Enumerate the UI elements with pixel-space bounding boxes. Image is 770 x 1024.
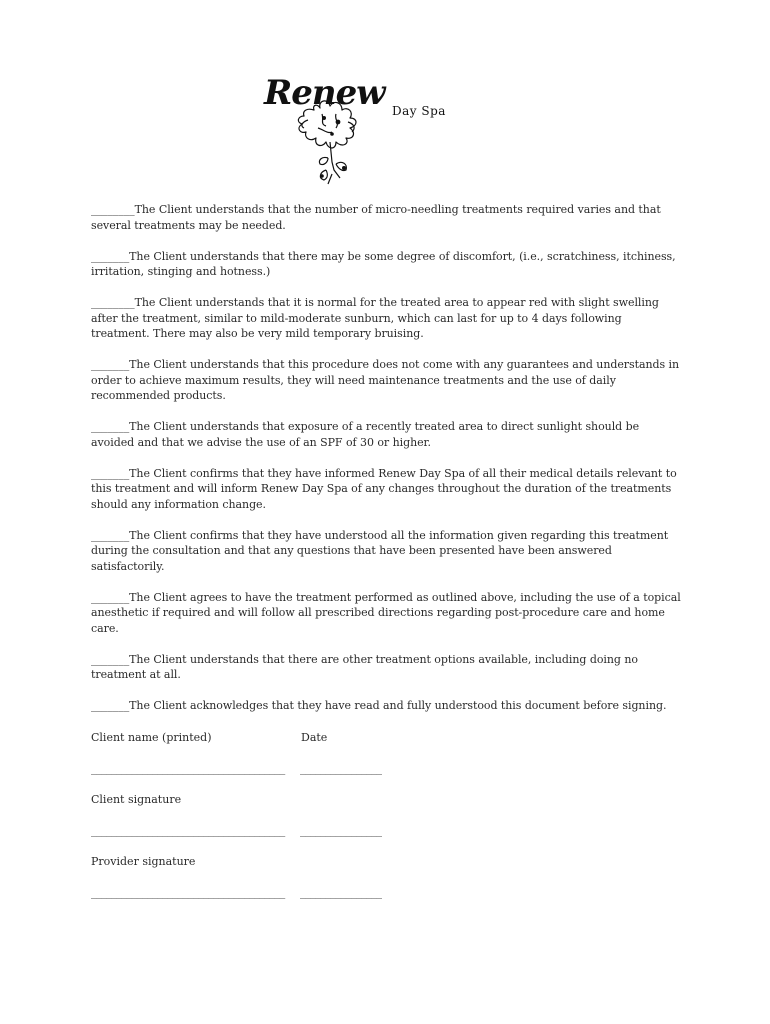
consent-statement: _______The Client acknowledges that they have read and fully understood this document before signing. (91, 699, 667, 712)
logo-name: Renew (264, 73, 385, 113)
client-name-label: Client name (printed) (91, 731, 212, 744)
client-signature-line[interactable]: ______________________________________ (91, 824, 285, 837)
consent-statement: _______The Client understands that exposure of a recently treated area to direct sunlight should be avoided and that we advise the use of an SPF of 30 or higher. (91, 420, 640, 449)
consent-statement: ________The Client understands that the number of micro-needling treatments required varies and that several treatments may be needed. (91, 203, 661, 232)
logo-subtitle: Day Spa (392, 104, 446, 118)
provider-signature-label: Provider signature (91, 855, 196, 868)
client-signature-label: Client signature (91, 793, 182, 806)
logo-artwork (262, 70, 462, 190)
consent-statement: ________The Client understands that it is normal for the treated area to appear red with slight swelling after the treatment, similar to mild-moderate sunburn, which can last for up to 4 days following treatment. There may also be very mild temporary bruising. (91, 296, 659, 340)
client-date-line[interactable]: ________________ (300, 762, 382, 775)
client-name-line[interactable]: ______________________________________ (91, 762, 285, 775)
provider-signature-line[interactable]: ______________________________________ (91, 886, 285, 899)
renew-day-spa-logo (262, 70, 462, 190)
consent-statement: _______The Client understands that this procedure does not come with any guarantees and understands in order to achieve maximum results, they will need maintenance treatments and the use of daily recommended products. (91, 358, 680, 402)
consent-statement: _______The Client agrees to have the treatment performed as outlined above, including the use of a topical anesthetic if required and will follow all prescribed directions regarding post-procedure care and home care. (91, 590, 681, 635)
consent-statement: _______The Client understands that there may be some degree of discomfort, (i.e., scratchiness, itchiness, irritation, stinging and hotness.) (91, 249, 676, 278)
provider-signature-date-line[interactable]: ________________ (300, 886, 382, 899)
date-label: Date (301, 731, 328, 744)
client-signature-date-line[interactable]: ________________ (300, 824, 382, 837)
consent-statement: _______The Client confirms that they have informed Renew Day Spa of all their medical details relevant to this treatment and will inform Renew Day Spa of any changes throughout the duration of the treatments should any information change. (91, 466, 677, 511)
consent-statement: _______The Client confirms that they have understood all the information given regarding this treatment during the consultation and that any questions that have been presented have been answered satisfactorily. (91, 528, 669, 573)
consent-statements (91, 202, 683, 729)
consent-statement: _______The Client understands that there are other treatment options available, including doing no treatment at all. (91, 652, 638, 681)
